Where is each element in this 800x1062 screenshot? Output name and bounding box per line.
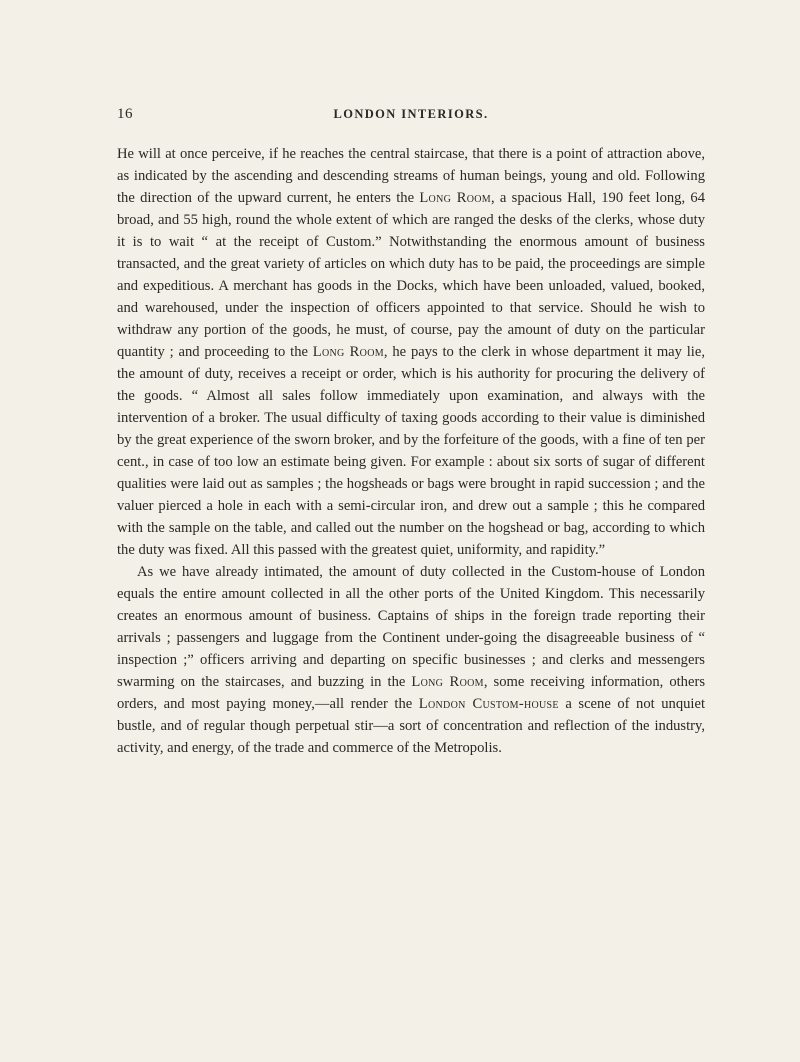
page-number: 16: [117, 106, 133, 122]
small-caps-term: Long Room: [312, 344, 384, 360]
body-text: [117, 143, 705, 759]
running-head: [117, 106, 705, 126]
text-segment: , a spacious Hall, 190 feet long, 64 broad, and 55 high, round the whole extent of which are ranged the desks of the clerks, whose duty it is to wait “ at the receipt of Custom.” Notwithstanding the enormous amount of business transacted, and the great variety of articles on which duty has to be paid, the proceedings are simple and expeditious. A merchant has goods in the Docks, which have been unloaded, valued, booked, and warehoused, under the inspection of officers appointed to that service. Should he wish to withdraw any portion of the goods, he must, of course, pay the amount of duty on the particular quantity ; and proceeding to the: [117, 190, 705, 360]
small-caps-term: Long Room: [419, 190, 491, 206]
text-segment: , he pays to the clerk in whose department it may lie, the amount of duty, receives a receipt or order, which is his authority for procuring the delivery of the goods. “ Almost all sales follow immediately upon examination, and always with the intervention of a broker. The usual difficulty of taxing goods according to their value is diminished by the great experience of the sworn broker, and by the forfeiture of the goods, with a fine of ten per cent., in case of too low an estimate being given. For example : about six sorts of sugar of different qualities were laid out as samples ; the hogsheads or bags were brought in rapid succession ; and the valuer pierced a hole in each with a semi-circular iron, and drew out a sample ; this he compared with the sample on the table, and called out the number on the hogshead or bag, according to which the duty was fixed. All this passed with the greatest quiet, uniformity, and rapidity.”: [117, 344, 705, 558]
running-title: LONDON INTERIORS.: [333, 107, 489, 121]
text-segment: As we have already intimated, the amount of duty collected in the Custom-house of London equals the entire amount collected in all the other ports of the United Kingdom. This necessarily creates an enormous amount of business. Captains of ships in the foreign trade reporting their arrivals ; passengers and luggage from the Continent under-going the disagreeable business of “ inspection ;” officers arriving and departing on specific businesses ; and clerks and messengers swarming on the staircases, and buzzing in the: [117, 564, 705, 690]
text-segment: a scene of not unquiet bustle, and of regular though perpetual stir—a sort of concentration and reflection of the industry, activity, and energy, of the trade and commerce of the Metropolis.: [117, 696, 706, 756]
text-segment: He will at once perceive, if he reaches the central staircase, that there is a point of attraction above, as indicated by the ascending and descending streams of human beings, young and old. Following the direction of the upward current, he enters the: [117, 146, 705, 206]
text-segment: , some receiving information, others orders, and most paying money,—all render the: [117, 674, 705, 712]
small-caps-term: Long Room: [411, 674, 484, 690]
paragraph-2: [117, 561, 705, 759]
small-caps-term: London Custom-house: [418, 696, 559, 712]
paragraph-1: [117, 143, 705, 561]
